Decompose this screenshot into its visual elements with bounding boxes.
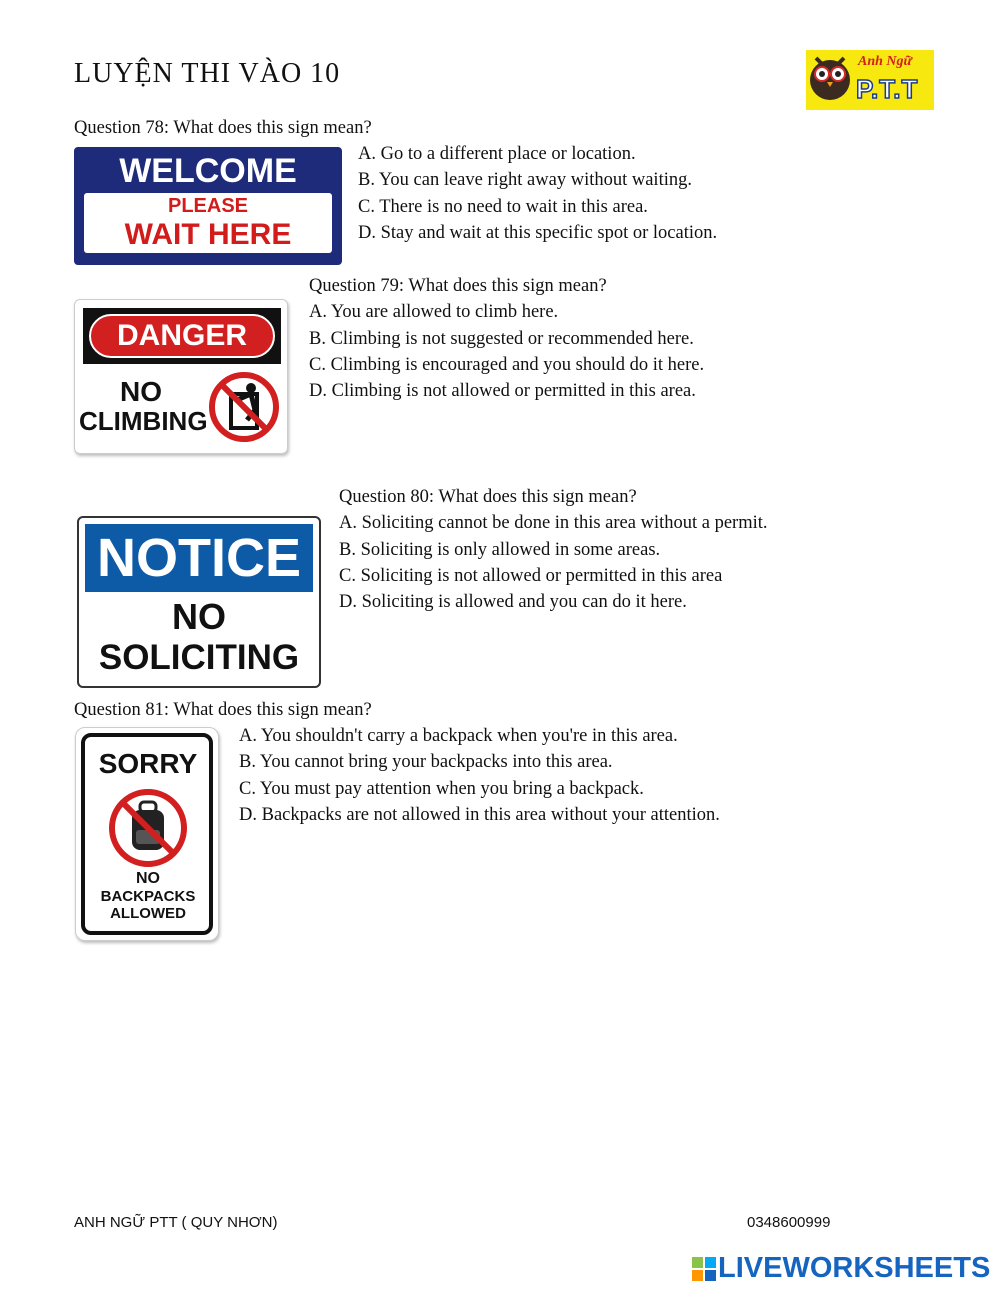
liveworksheets-logo-icon [692,1257,716,1281]
logo-text-top: Anh Ngữ [858,54,912,69]
sign-line-allowed: ALLOWED [110,905,186,922]
question-80-block [339,484,768,615]
option-b[interactable]: B. Soliciting is only allowed in some areas. [339,539,661,560]
option-d[interactable]: D. Stay and wait at this specific spot or location. [358,222,718,243]
option-a[interactable]: A. You shouldn't carry a backpack when you're in this area. [239,726,678,746]
option-b[interactable]: B. Climbing is not suggested or recommended here. [309,328,694,349]
option-a[interactable]: A. Go to a different place or location. [358,144,636,164]
footer-phone: 0348600999 [747,1214,831,1231]
sign-line-backpacks: BACKPACKS [100,888,196,905]
no-climbing-icon [207,370,281,444]
sorry-no-backpacks-sign [75,727,219,941]
welcome-wait-sign [74,147,342,265]
option-c[interactable]: C. There is no need to wait in this area. [358,196,648,217]
sign-line-climbing: CLIMBING [79,406,208,436]
question-78-prompt: Question 78: What does this sign mean? [74,118,372,138]
no-backpack-icon [106,786,190,870]
footer-left: ANH NGỮ PTT ( QUY NHƠN) [74,1214,278,1231]
sign-line-please: PLEASE [167,195,249,217]
question-78-options [358,141,717,246]
option-c[interactable]: C. Climbing is encouraged and you should do it here. [309,354,705,375]
option-b[interactable]: B. You can leave right away without waiting. [358,170,692,191]
notice-no-soliciting-sign [77,516,321,688]
brand-text: LIVEWORKSHEETS [718,1252,991,1284]
sign-line-no: NO [136,870,160,887]
sign-line-welcome: WELCOME [119,152,297,190]
logo-text-bottom: P.T.T [856,74,919,104]
question-80-prompt: Question 80: What does this sign mean? [339,487,637,507]
sign-line-wait-here: WAIT HERE [124,218,292,251]
danger-no-climbing-sign [74,299,288,454]
option-d[interactable]: D. Backpacks are not allowed in this area without your attention. [239,804,720,825]
question-81-prompt: Question 81: What does this sign mean? [74,700,372,720]
question-79-block [309,273,704,404]
option-b[interactable]: B. You cannot bring your backpacks into this area. [239,752,613,773]
sign-header-sorry: SORRY [98,748,198,779]
option-a[interactable]: A. You are allowed to climb here. [309,302,559,323]
page-title: LUYỆN THI VÀO 10 [74,58,341,89]
question-79-prompt: Question 79: What does this sign mean? [309,276,607,296]
option-d[interactable]: D. Climbing is not allowed or permitted in this area. [309,381,696,402]
sign-header-danger: DANGER [116,319,247,352]
sign-line-soliciting: SOLICITING [98,638,300,677]
sign-line-no: NO [120,376,162,407]
question-81-options [239,723,720,828]
option-a[interactable]: A. Soliciting cannot be done in this area without a permit. [339,513,768,534]
sign-header-notice: NOTICE [96,528,301,588]
option-d[interactable]: D. Soliciting is allowed and you can do it here. [339,592,687,613]
sign-line-no: NO [172,596,226,637]
option-c[interactable]: C. You must pay attention when you bring a backpack. [239,778,644,799]
school-logo [806,50,934,110]
option-c[interactable]: C. Soliciting is not allowed or permitted in this area [339,565,723,586]
